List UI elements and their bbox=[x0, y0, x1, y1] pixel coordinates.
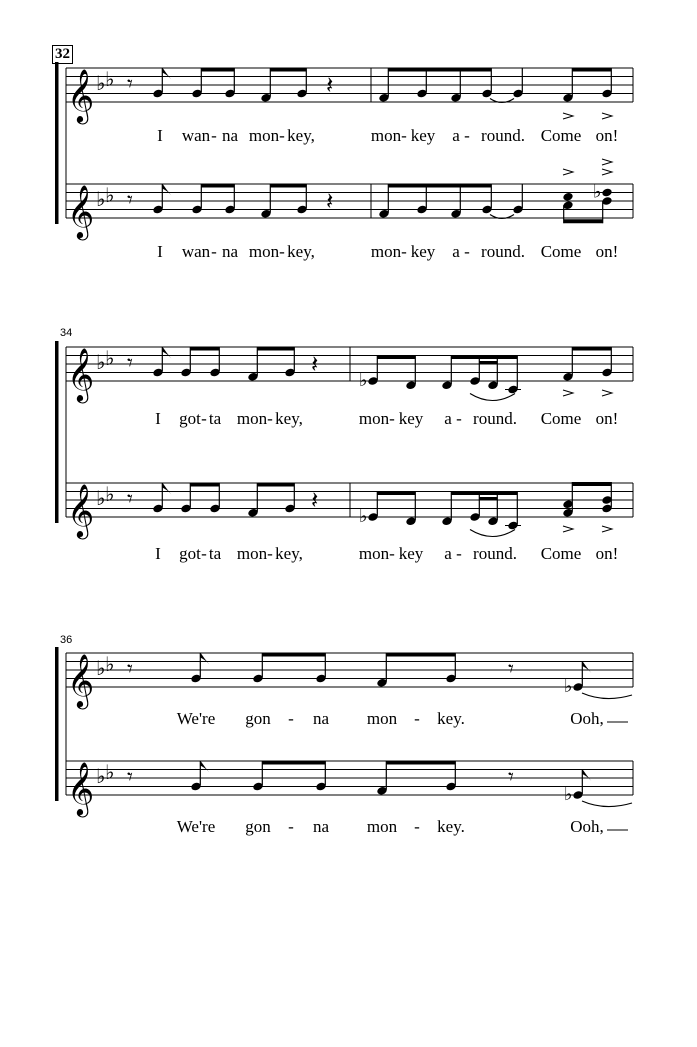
lyric-hyphen: - bbox=[201, 544, 207, 563]
lyric-syllable: mon bbox=[366, 817, 398, 836]
beam bbox=[386, 653, 455, 657]
flat-icon: ♭ bbox=[105, 345, 115, 370]
treble-clef-icon: 𝄞 bbox=[67, 347, 95, 401]
accent-mark bbox=[563, 113, 573, 119]
lyric-syllable: I bbox=[155, 544, 161, 563]
lyric-syllable: key. bbox=[437, 709, 465, 728]
flat-icon: ♭ bbox=[105, 481, 115, 506]
lyric-syllable: gon bbox=[245, 709, 271, 728]
lyric-hyphen: - bbox=[464, 126, 470, 145]
lyric-syllable: Come bbox=[540, 242, 582, 261]
lyric-syllable: key. bbox=[437, 817, 465, 836]
lyric-hyphen: - bbox=[288, 817, 294, 836]
lyric-syllable: mon bbox=[370, 242, 402, 261]
lyric-hyphen: - bbox=[279, 242, 285, 261]
tie bbox=[582, 693, 632, 699]
flag bbox=[582, 661, 591, 673]
beam bbox=[497, 491, 517, 495]
lyric-syllable: mon bbox=[248, 126, 280, 145]
lyric-syllable: key bbox=[398, 409, 424, 428]
lyric-syllable: na bbox=[312, 817, 330, 836]
slur bbox=[470, 530, 515, 537]
lyric-hyphen: - bbox=[401, 126, 407, 145]
lyric-syllable: mon bbox=[370, 126, 402, 145]
eighth-rest-icon: 𝄾 bbox=[127, 351, 133, 376]
lyric-hyphen: - bbox=[267, 544, 273, 563]
lyric-hyphen: - bbox=[211, 242, 217, 261]
accent-mark bbox=[563, 390, 573, 396]
lyric-syllable: a bbox=[444, 409, 452, 428]
lyric-syllable: na bbox=[312, 709, 330, 728]
beam bbox=[257, 483, 294, 487]
lyric-syllable: on! bbox=[595, 126, 619, 145]
accent-mark bbox=[602, 526, 612, 532]
lyric-syllable: I bbox=[157, 242, 163, 261]
lyric-syllable: key bbox=[410, 242, 436, 261]
lyric-syllable: Ooh, bbox=[570, 709, 604, 728]
lyric-syllable: Come bbox=[540, 409, 582, 428]
system-bracket bbox=[55, 647, 59, 801]
beam bbox=[388, 184, 491, 188]
flag bbox=[200, 761, 209, 773]
beam bbox=[377, 355, 415, 359]
lyric-syllable: round. bbox=[481, 126, 525, 145]
lyric-syllable: a bbox=[452, 242, 460, 261]
flat-icon: ♭ bbox=[105, 66, 115, 91]
lyric-syllable: key, bbox=[287, 242, 315, 261]
lyric-syllable: We're bbox=[176, 709, 216, 728]
lyric-syllable: got bbox=[179, 544, 201, 563]
flat-icon: ♭ bbox=[105, 759, 115, 784]
lyric-syllable: a bbox=[452, 126, 460, 145]
flat-accidental-icon: ♭ bbox=[359, 370, 368, 391]
flat-icon: ♭ bbox=[96, 350, 106, 374]
eighth-rest-icon: 𝄾 bbox=[127, 657, 133, 682]
accent-mark bbox=[563, 169, 573, 175]
flat-accidental-icon: ♭ bbox=[564, 676, 573, 697]
treble-clef-icon: 𝄞 bbox=[67, 184, 95, 238]
treble-clef-icon: 𝄞 bbox=[67, 653, 95, 707]
beam bbox=[190, 483, 219, 487]
beam bbox=[386, 761, 455, 765]
lyric-syllable: key bbox=[410, 126, 436, 145]
eighth-rest-icon: 𝄾 bbox=[127, 487, 133, 512]
beam bbox=[564, 219, 603, 223]
treble-clef-icon: 𝄞 bbox=[67, 483, 95, 537]
lyric-syllable: round. bbox=[473, 409, 517, 428]
lyric-hyphen: - bbox=[267, 409, 273, 428]
beam bbox=[572, 68, 611, 72]
lyric-syllable: wan bbox=[181, 126, 211, 145]
flag bbox=[162, 483, 171, 495]
beam bbox=[497, 355, 517, 359]
beam bbox=[572, 482, 611, 486]
lyric-syllable: round. bbox=[473, 544, 517, 563]
eighth-rest-icon: 𝄾 bbox=[508, 765, 514, 790]
flat-icon: ♭ bbox=[96, 187, 106, 211]
lyric-hyphen: - bbox=[279, 126, 285, 145]
lyric-syllable: key bbox=[398, 544, 424, 563]
beam bbox=[270, 68, 306, 72]
notehead bbox=[562, 192, 573, 202]
system-bracket bbox=[55, 62, 59, 224]
lyric-hyphen: - bbox=[389, 544, 395, 563]
lyric-hyphen: - bbox=[414, 817, 420, 836]
lyric-syllable: got bbox=[179, 409, 201, 428]
lyric-syllable: key, bbox=[287, 126, 315, 145]
lyric-syllable: on! bbox=[595, 242, 619, 261]
accent-mark bbox=[602, 390, 612, 396]
lyric-syllable: on! bbox=[595, 409, 619, 428]
lyric-syllable: Come bbox=[540, 126, 582, 145]
lyric-syllable: mon bbox=[236, 409, 268, 428]
eighth-rest-icon: 𝄾 bbox=[127, 765, 133, 790]
lyric-syllable: ta bbox=[208, 544, 222, 563]
treble-clef-icon: 𝄞 bbox=[67, 761, 95, 815]
lyric-hyphen: - bbox=[201, 409, 207, 428]
accent-mark bbox=[602, 159, 612, 165]
beam bbox=[388, 68, 491, 72]
flat-icon: ♭ bbox=[96, 656, 106, 680]
flag bbox=[200, 653, 209, 665]
lyric-syllable: I bbox=[155, 409, 161, 428]
lyric-syllable: wan bbox=[181, 242, 211, 261]
lyric-syllable: Ooh, bbox=[570, 817, 604, 836]
lyric-syllable: mon bbox=[358, 409, 390, 428]
quarter-rest-icon: 𝄽 bbox=[326, 187, 334, 215]
flat-accidental-icon: ♭ bbox=[359, 506, 368, 527]
eighth-rest-icon: 𝄾 bbox=[508, 657, 514, 682]
flat-icon: ♭ bbox=[96, 71, 106, 95]
eighth-rest-icon: 𝄾 bbox=[127, 188, 133, 213]
lyric-hyphen: - bbox=[456, 544, 462, 563]
beam bbox=[377, 491, 415, 495]
lyric-hyphen: - bbox=[456, 409, 462, 428]
flag bbox=[162, 184, 171, 196]
lyric-syllable: I bbox=[157, 126, 163, 145]
quarter-rest-icon: 𝄽 bbox=[326, 71, 334, 99]
lyric-syllable: na bbox=[221, 126, 239, 145]
beam bbox=[479, 361, 497, 364]
quarter-rest-icon: 𝄽 bbox=[311, 350, 319, 378]
lyric-hyphen: - bbox=[464, 242, 470, 261]
flat-icon: ♭ bbox=[96, 486, 106, 510]
lyric-hyphen: - bbox=[288, 709, 294, 728]
measure-number-34: 34 bbox=[60, 327, 73, 339]
beam bbox=[270, 184, 306, 188]
lyric-syllable: key, bbox=[275, 544, 303, 563]
measure-number-36: 36 bbox=[60, 634, 73, 646]
lyric-syllable: on! bbox=[595, 544, 619, 563]
lyric-syllable: na bbox=[221, 242, 239, 261]
lyric-syllable: mon bbox=[358, 544, 390, 563]
notehead bbox=[601, 187, 612, 197]
beam bbox=[451, 491, 497, 495]
lyric-syllable: mon bbox=[248, 242, 280, 261]
lyric-syllable: mon bbox=[366, 709, 398, 728]
beam bbox=[201, 68, 234, 72]
lyric-hyphen: - bbox=[211, 126, 217, 145]
lyric-hyphen: - bbox=[414, 709, 420, 728]
accent-mark bbox=[602, 169, 612, 175]
flat-icon: ♭ bbox=[105, 182, 115, 207]
eighth-rest-icon: 𝄾 bbox=[127, 72, 133, 97]
beam bbox=[479, 497, 497, 500]
lyric-syllable: Come bbox=[540, 544, 582, 563]
flat-accidental-icon: ♭ bbox=[564, 784, 573, 805]
lyric-syllable: ta bbox=[208, 409, 222, 428]
beam bbox=[572, 347, 611, 351]
flat-icon: ♭ bbox=[96, 764, 106, 788]
lyric-hyphen: - bbox=[401, 242, 407, 261]
flat-icon: ♭ bbox=[105, 651, 115, 676]
beam bbox=[262, 761, 325, 765]
beam bbox=[451, 355, 497, 359]
treble-clef-icon: 𝄞 bbox=[67, 68, 95, 122]
lyric-syllable: gon bbox=[245, 817, 271, 836]
flag bbox=[582, 769, 591, 781]
lyric-hyphen: - bbox=[389, 409, 395, 428]
beam bbox=[262, 653, 325, 657]
accent-mark bbox=[563, 526, 573, 532]
beam bbox=[201, 184, 234, 188]
lyric-syllable: round. bbox=[481, 242, 525, 261]
lyric-syllable: key, bbox=[275, 409, 303, 428]
beam bbox=[257, 347, 294, 351]
accent-mark bbox=[602, 113, 612, 119]
system-bracket bbox=[55, 341, 59, 523]
measure-number-32: 32 bbox=[52, 45, 73, 64]
lyric-syllable: We're bbox=[176, 817, 216, 836]
quarter-rest-icon: 𝄽 bbox=[311, 486, 319, 514]
lyric-syllable: a bbox=[444, 544, 452, 563]
slur bbox=[470, 394, 515, 401]
flag bbox=[162, 68, 171, 80]
tie bbox=[582, 801, 632, 807]
flat-accidental-icon: ♭ bbox=[593, 181, 602, 203]
lyric-syllable: mon bbox=[236, 544, 268, 563]
beam bbox=[190, 347, 219, 351]
flag bbox=[162, 347, 171, 359]
